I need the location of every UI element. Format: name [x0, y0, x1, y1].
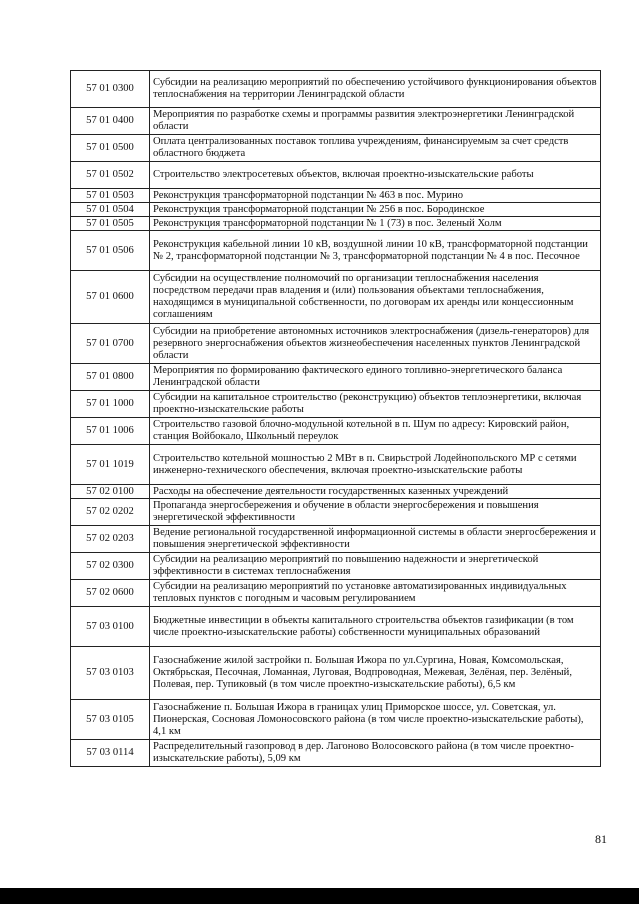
- code-cell: 57 01 1019: [71, 445, 150, 485]
- description-cell: Реконструкция кабельной линии 10 кВ, воздушной линии 10 кВ, трансформаторной подстанции № 2, трансформаторной подстанции № 3, трансформаторной подстанции № 4 в пос. Песочное: [150, 231, 601, 271]
- description-cell: Распределительный газопровод в дер. Лагоново Волосовского района (в том числе проектно-изыскательские работы), 5,09 км: [150, 740, 601, 767]
- description-cell: Ведение региональной государственной информационной системы в области энергосбережения и повышения энергетической эффективности: [150, 526, 601, 553]
- code-cell: 57 01 1000: [71, 391, 150, 418]
- table-row: [71, 135, 601, 162]
- description-cell: Пропаганда энергосбережения и обучение в области энергосбережения и повышения энергетической эффективности: [150, 499, 601, 526]
- description-cell: Строительство котельной мошностью 2 МВт в п. Свирьстрой Лодейнопольского МР с сетями инженерно-технического обеспечения, включая проектно-изыскательские работы: [150, 445, 601, 485]
- code-cell: 57 01 0506: [71, 231, 150, 271]
- description-cell: Газоснабжение п. Большая Ижора в границах улиц Приморское шоссе, ул. Советская, ул. Пионерская, Сосновая Ломоносовского района (в том числе проектно-изыскательские работы), 4,1 км: [150, 700, 601, 740]
- description-cell: Расходы на обеспечение деятельности государственных казенных учреждений: [150, 485, 601, 499]
- code-cell: 57 03 0100: [71, 607, 150, 647]
- table-row: [71, 203, 601, 217]
- code-cell: 57 01 0502: [71, 162, 150, 189]
- table-row: [71, 647, 601, 700]
- description-cell: Субсидии на реализацию мероприятий по обеспечению устойчивого функционирования объектов теплоснабжения на территории Ленинградской области: [150, 71, 601, 108]
- table-row: [71, 418, 601, 445]
- code-cell: 57 01 0600: [71, 271, 150, 324]
- table-row: [71, 740, 601, 767]
- code-cell: 57 02 0100: [71, 485, 150, 499]
- code-cell: 57 02 0600: [71, 580, 150, 607]
- code-cell: 57 01 0503: [71, 189, 150, 203]
- code-cell: 57 02 0300: [71, 553, 150, 580]
- code-cell: 57 01 0700: [71, 324, 150, 364]
- code-cell: 57 01 0504: [71, 203, 150, 217]
- code-cell: 57 01 0800: [71, 364, 150, 391]
- description-cell: Субсидии на реализацию мероприятий по повышению надежности и энергетической эффективности в системах теплоснабжения: [150, 553, 601, 580]
- description-cell: Мероприятия по формированию фактического единого топливно-энергетического баланса Ленинградской области: [150, 364, 601, 391]
- code-cell: 57 03 0114: [71, 740, 150, 767]
- page-number: 81: [595, 832, 607, 846]
- table-row: [71, 162, 601, 189]
- description-cell: Реконструкция трансформаторной подстанции № 463 в пос. Мурино: [150, 189, 601, 203]
- table-row: [71, 231, 601, 271]
- description-cell: Строительство газовой блочно-модульной котельной в п. Шум по адресу: Кировский район, станция Войбокало, Школьный переулок: [150, 418, 601, 445]
- table-row: [71, 189, 601, 203]
- description-cell: Реконструкция трансформаторной подстанции № 256 в пос. Бородинское: [150, 203, 601, 217]
- code-cell: 57 01 0400: [71, 108, 150, 135]
- code-cell: 57 01 0300: [71, 71, 150, 108]
- code-cell: 57 03 0105: [71, 700, 150, 740]
- description-cell: Бюджетные инвестиции в объекты капитального строительства объектов газификации (в том числе проектно-изыскательские работы) собственности муниципальных образований: [150, 607, 601, 647]
- code-cell: 57 01 1006: [71, 418, 150, 445]
- table-row: [71, 217, 601, 231]
- description-cell: Газоснабжение жилой застройки п. Большая Ижора по ул.Сургина, Новая, Комсомольская, Октябрьская, Песочная, Ломанная, Луговая, Водпроводная, Межевая, Зелёная, пер. Зелёный, Полевая, пер. Тупиковый (в том числе проектно-изыскательские работы), 6,5 км: [150, 647, 601, 700]
- table-row: [71, 499, 601, 526]
- table-row: [71, 445, 601, 485]
- table-row: [71, 700, 601, 740]
- table-row: [71, 108, 601, 135]
- description-cell: Субсидии на капитальное строительство (реконструкцию) объектов теплоэнергетики, включая проектно-изыскательские работы: [150, 391, 601, 418]
- description-cell: Субсидии на реализацию мероприятий по установке автоматизированных индивидуальных тепловых пунктов с погодным и часовым регулированием: [150, 580, 601, 607]
- table-row: [71, 391, 601, 418]
- table-row: [71, 607, 601, 647]
- description-cell: Субсидии на приобретение автономных источников электроснабжения (дизель-генераторов) для резервного энергоснабжения объектов жизнеобеспечения населенных пунктов Ленинградской области: [150, 324, 601, 364]
- description-cell: Строительство электросетевых объектов, включая проектно-изыскательские работы: [150, 162, 601, 189]
- table-body: [71, 71, 601, 767]
- description-cell: Реконструкция трансформаторной подстанции № 1 (73) в пос. Зеленый Холм: [150, 217, 601, 231]
- code-cell: 57 01 0500: [71, 135, 150, 162]
- code-cell: 57 03 0103: [71, 647, 150, 700]
- budget-codes-table: [70, 70, 601, 767]
- code-cell: 57 02 0202: [71, 499, 150, 526]
- table-row: [71, 71, 601, 108]
- table-row: [71, 364, 601, 391]
- description-cell: Мероприятия по разработке схемы и программы развития электроэнергетики Ленинградской области: [150, 108, 601, 135]
- code-cell: 57 02 0203: [71, 526, 150, 553]
- table-row: [71, 324, 601, 364]
- table-row: [71, 580, 601, 607]
- table-row: [71, 485, 601, 499]
- scan-border: [0, 888, 639, 904]
- table-row: [71, 271, 601, 324]
- code-cell: 57 01 0505: [71, 217, 150, 231]
- table-row: [71, 526, 601, 553]
- description-cell: Субсидии на осуществление полномочий по организации теплоснабжения населения посредством передачи прав владения и (или) пользования объектами теплоснабжения, находящимся в муниципальной собственности, по договорам их аренды или концессионным соглашениям: [150, 271, 601, 324]
- table-row: [71, 553, 601, 580]
- description-cell: Оплата централизованных поставок топлива учреждениям, финансируемым за счет средств областного бюджета: [150, 135, 601, 162]
